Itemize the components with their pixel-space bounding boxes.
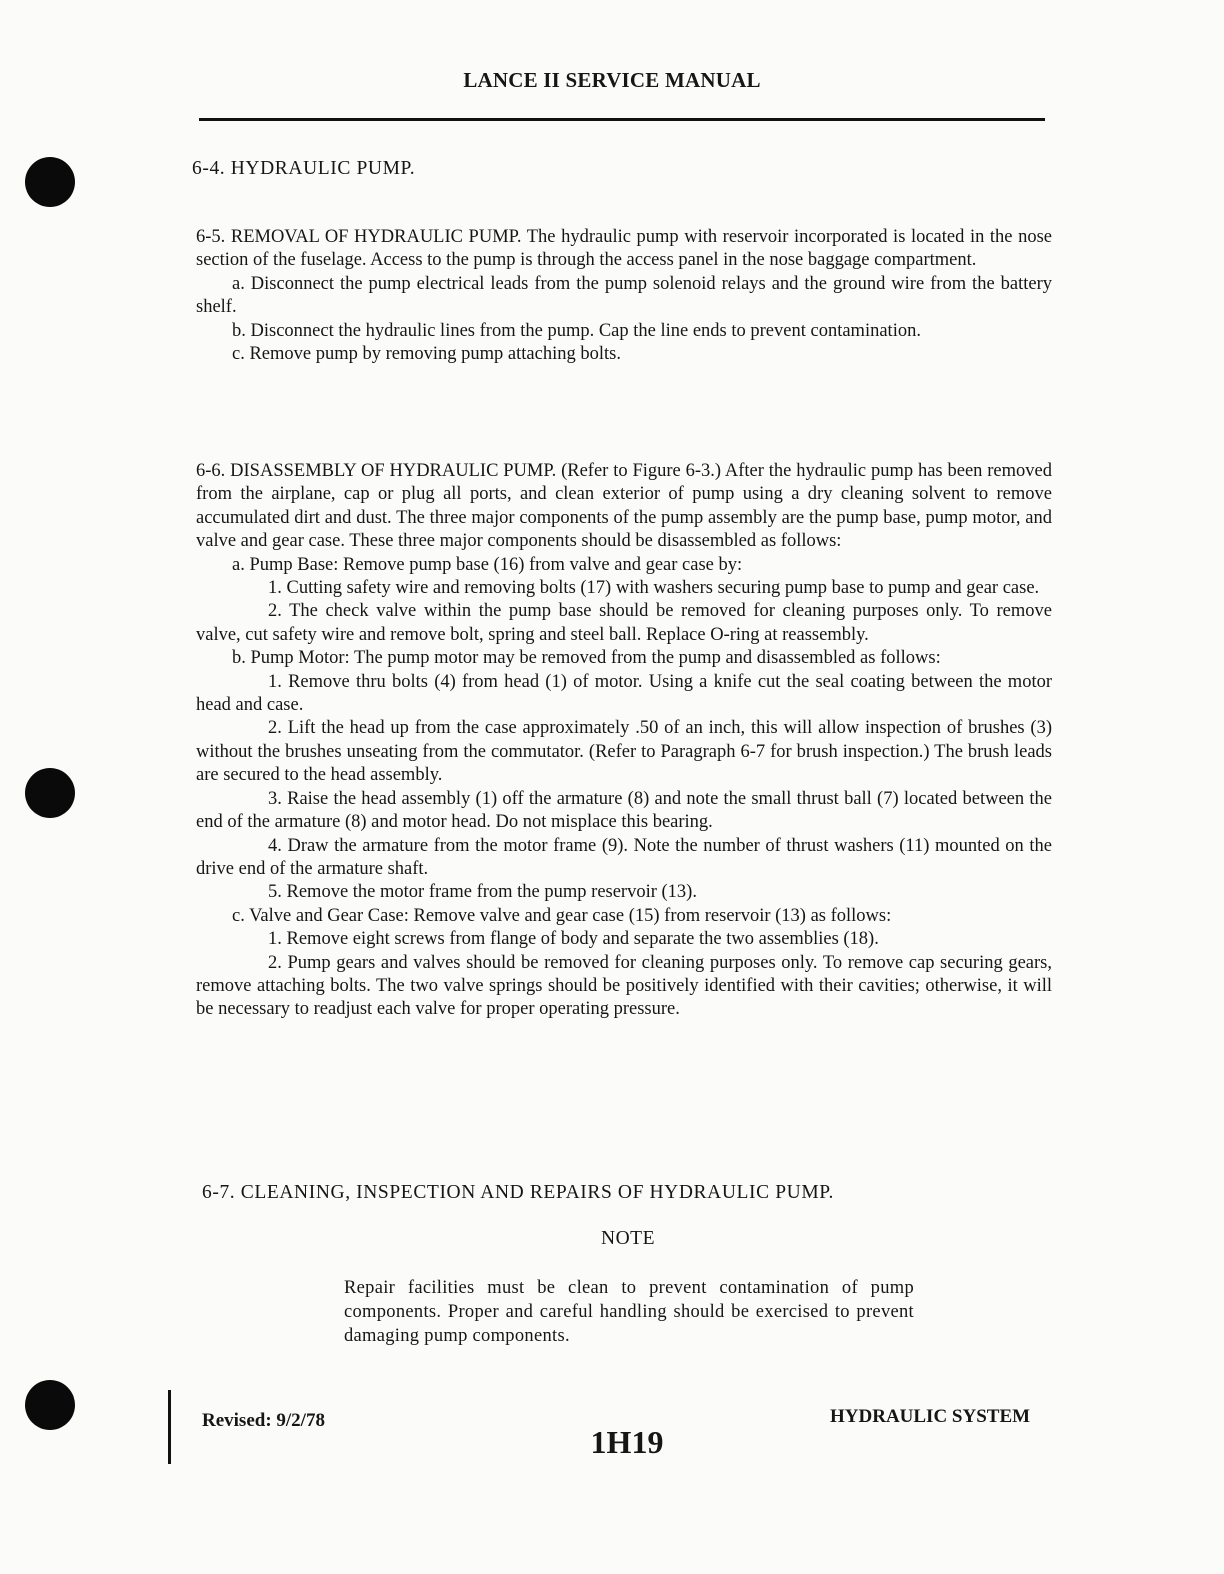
page-header: LANCE II SERVICE MANUAL <box>463 68 761 92</box>
substep-b5: 5. Remove the motor frame from the pump reservoir (13). <box>268 882 697 903</box>
heading-6-4: 6-4. HYDRAULIC PUMP. <box>192 158 416 179</box>
substep-b3: 3. Raise the head assembly (1) off the armature (8) and note the small thrust ball (7) located between the end of the armature (8) and motor head. Do not misplace this bearing. <box>196 788 1052 833</box>
substep-b1: 1. Remove thru bolts (4) from head (1) of motor. Using a knife cut the seal coating between the motor head and case. <box>196 671 1052 716</box>
step-c: c. Remove pump by removing pump attaching bolts. <box>232 344 621 365</box>
header-rule <box>199 118 1045 121</box>
step-a: a. Pump Base: Remove pump base (16) from valve and gear case by: <box>232 554 743 575</box>
substep-b2: 2. Lift the head up from the case approximately .50 of an inch, this will allow inspection of brushes (3) without the brushes unseating from the commutator. (Refer to Paragraph 6-7 for brush inspection.) The brush leads are secured to the head assembly. <box>196 718 1052 786</box>
section-6-5 <box>196 226 1052 366</box>
revision-date: Revised: 9/2/78 <box>202 1410 325 1431</box>
substep-c1: 1. Remove eight screws from flange of body and separate the two assemblies (18). <box>268 929 879 950</box>
note-label: NOTE <box>601 1228 655 1249</box>
page-number: 1H19 <box>590 1424 664 1460</box>
binder-hole-bottom <box>25 1380 75 1430</box>
substep-b4: 4. Draw the armature from the motor frame (9). Note the number of thrust washers (11) mounted on the drive end of the armature shaft. <box>196 835 1052 879</box>
substep-a1: 1. Cutting safety wire and removing bolts (17) with washers securing pump base to pump and gear case. <box>268 578 1040 599</box>
binder-hole-top <box>25 157 75 207</box>
step-b: b. Pump Motor: The pump motor may be removed from the pump and disassembled as follows: <box>232 648 941 669</box>
section-6-5-intro: 6-5. REMOVAL OF HYDRAULIC PUMP. The hydraulic pump with reservoir incorporated is located in the nose section of the fuselage. Access to the pump is through the access panel in the nose baggage compartment. <box>196 227 1052 271</box>
heading-6-7: 6-7. CLEANING, INSPECTION AND REPAIRS OF HYDRAULIC PUMP. <box>202 1182 835 1203</box>
step-a: a. Disconnect the pump electrical leads from the pump solenoid relays and the ground wire from the battery shelf. <box>196 273 1052 318</box>
step-c: c. Valve and Gear Case: Remove valve and gear case (15) from reservoir (13) as follows: <box>232 905 892 926</box>
section-6-6 <box>196 460 1052 1022</box>
substep-a2: 2. The check valve within the pump base should be removed for cleaning purposes only. To remove valve, cut safety wire and remove bolt, spring and steel ball. Replace O-ring at reassembly. <box>196 601 1052 645</box>
step-b: b. Disconnect the hydraulic lines from the pump. Cap the line ends to prevent contamination. <box>232 320 921 341</box>
substep-c2: 2. Pump gears and valves should be removed for cleaning purposes only. To remove cap securing gears, remove attaching bolts. The two valve springs should be positively identified with their cavities; otherwise, it will be necessary to readjust each valve for proper operating pressure. <box>196 952 1052 1020</box>
binder-hole-middle <box>25 768 75 818</box>
note-text: Repair facilities must be clean to prevent contamination of pump components. Proper and careful handling should be exercised to prevent damaging pump components. <box>344 1278 914 1346</box>
section-6-6-intro: 6-6. DISASSEMBLY OF HYDRAULIC PUMP. (Refer to Figure 6-3.) After the hydraulic pump has been removed from the airplane, cap or plug all ports, and clean exterior of pump using a dry cleaning solvent to remove accumulated dirt and dust. The three major components of the pump assembly are the pump base, pump motor, and valve and gear case. These three major components should be disassembled as follows: <box>196 461 1052 552</box>
section-title: HYDRAULIC SYSTEM <box>830 1406 1031 1427</box>
